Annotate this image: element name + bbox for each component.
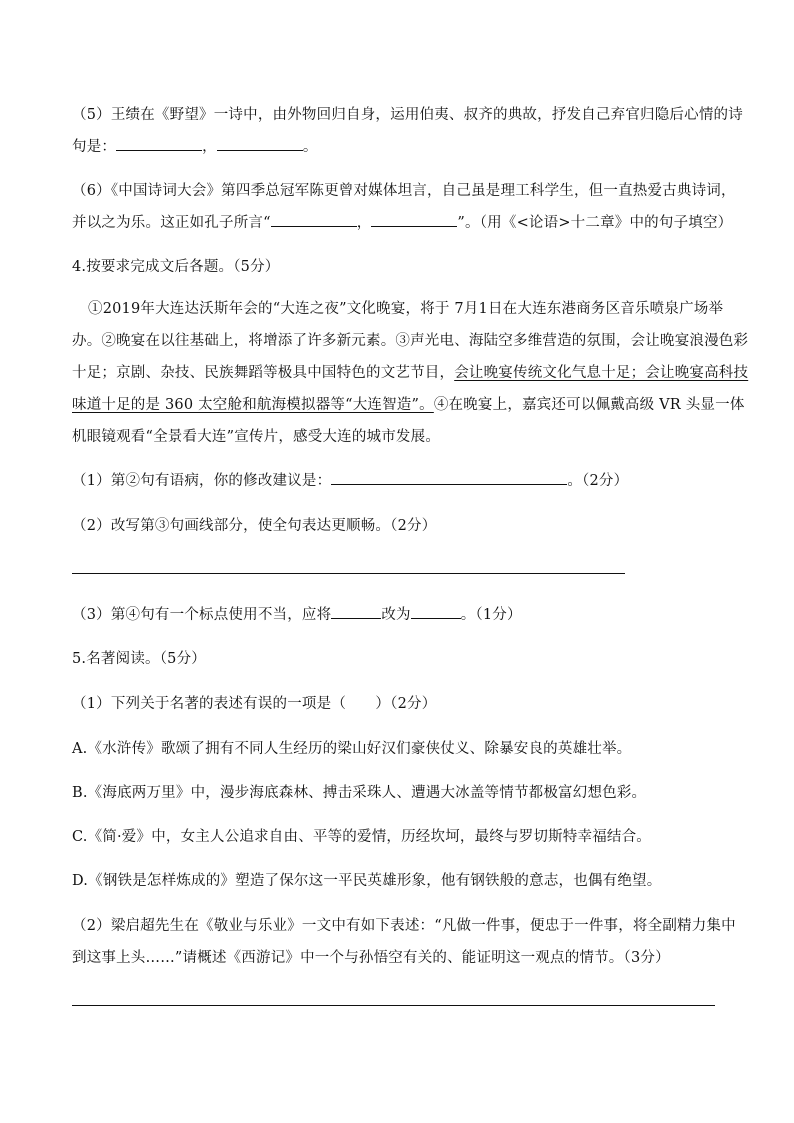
q4-sub1-points: 。（2分） <box>567 473 629 489</box>
q4-para-line3 <box>72 361 748 382</box>
q4-sub2: （2）改写第③句画线部分，使全句表达更顺畅。（2分） <box>72 518 437 534</box>
answer-line[interactable] <box>72 573 625 574</box>
answer-blank[interactable] <box>411 604 461 619</box>
q3-5-prefix: 句是： <box>72 139 117 155</box>
q5-option-a: A.《水浒传》歌颂了拥有不同人生经历的梁山好汉们豪侠仗义、除暴安良的英雄壮举。 <box>72 741 632 757</box>
q4-para-line1: ①2019年大连达沃斯年会的“大连之夜”文化晚宴，将于 7月1日在大连东港商务区音乐喷泉广场举 <box>88 301 724 317</box>
q5-sub2-line1: （2）梁启超先生在《敬业与乐业》一文中有如下表述：“凡做一件事，便忠于一件事，将全副精力集中 <box>72 918 736 934</box>
q5-option-b: B.《海底两万里》中，漫步海底森林、搏击采珠人、遭遇大冰盖等情节都极富幻想色彩。 <box>72 785 647 801</box>
comma: ， <box>356 215 372 231</box>
q3-5-line1: （5）王绩在《野望》一诗中，由外物回归自身，运用伯夷、叔齐的典故，抒发自己弃官归隐后心情的诗 <box>72 107 743 123</box>
q4-sub3-prompt: （3）第④句有一个标点使用不当，应将 <box>72 607 332 623</box>
underlined-text: 味道十足的是 360 太空舱和航海模拟器等“大连智造”。 <box>72 397 434 413</box>
q4-sub3-mid: 改为 <box>381 607 411 623</box>
q4-sub1-prompt: （1）第②句有语病，你的修改建议是： <box>72 473 332 489</box>
q3-6-line2 <box>72 211 732 232</box>
q3-6-line1: （6）《中国诗词大会》第四季总冠军陈更曾对媒体坦言，自己虽是理工科学生，但一直热爱古典诗词， <box>72 183 736 199</box>
q3-6-suffix: ”。（用《<论语>十二章》中的句子填空） <box>457 215 733 231</box>
q5-sub2-line2: 到这事上头……”请概述《西游记》中一个与孙悟空有关的、能证明这一观点的情节。（3分） <box>72 950 670 966</box>
answer-blank[interactable] <box>217 136 303 151</box>
q4-heading: 4.按要求完成文后各题。（5分） <box>72 259 280 275</box>
q3-5-line2 <box>72 135 318 156</box>
q5-option-c: C.《简·爱》中，女主人公追求自由、平等的爱情，历经坎坷，最终与罗切斯特幸福结合。 <box>72 829 651 845</box>
comma: ， <box>202 139 217 155</box>
answer-blank[interactable] <box>271 212 357 227</box>
q4-para-line2: 办。②晚宴在以往基础上，将增添了许多新元素。③声光电、海陆空多维营造的氛围，会让晚宴浪漫色彩 <box>72 333 749 349</box>
underlined-text: 会让晚宴传统文化气息十足；会让晚宴高科技 <box>454 365 749 381</box>
q4-sub3-points: 。（1分） <box>460 607 522 623</box>
answer-line[interactable] <box>72 1005 715 1006</box>
q5-option-d: D.《钢铁是怎样炼成的》塑造了保尔这一平民英雄形象，他有钢铁般的意志，也偶有绝望。 <box>72 873 662 889</box>
para-text: 十足；京剧、杂技、民族舞蹈等极具中国特色的文艺节目， <box>72 365 455 381</box>
q5-sub1: （1）下列关于名著的表述有误的一项是（ ）（2分） <box>72 696 437 712</box>
answer-blank[interactable] <box>116 136 202 151</box>
q5-heading: 5.名著阅读。（5分） <box>72 651 207 667</box>
answer-blank[interactable] <box>331 470 567 485</box>
q4-para-line4 <box>72 393 745 414</box>
q4-sub1 <box>72 469 628 490</box>
q3-6-prefix: 并以之为乐。这正如孔子所言“ <box>72 215 271 231</box>
answer-blank[interactable] <box>371 212 457 227</box>
para-text: ④在晚宴上，嘉宾还可以佩戴高级 VR 头显一体 <box>433 397 745 413</box>
period: 。 <box>302 139 318 155</box>
q4-sub3 <box>72 603 522 624</box>
answer-blank[interactable] <box>331 604 381 619</box>
q4-para-line5: 机眼镜观看“全景看大连”宣传片，感受大连的城市发展。 <box>72 429 441 445</box>
